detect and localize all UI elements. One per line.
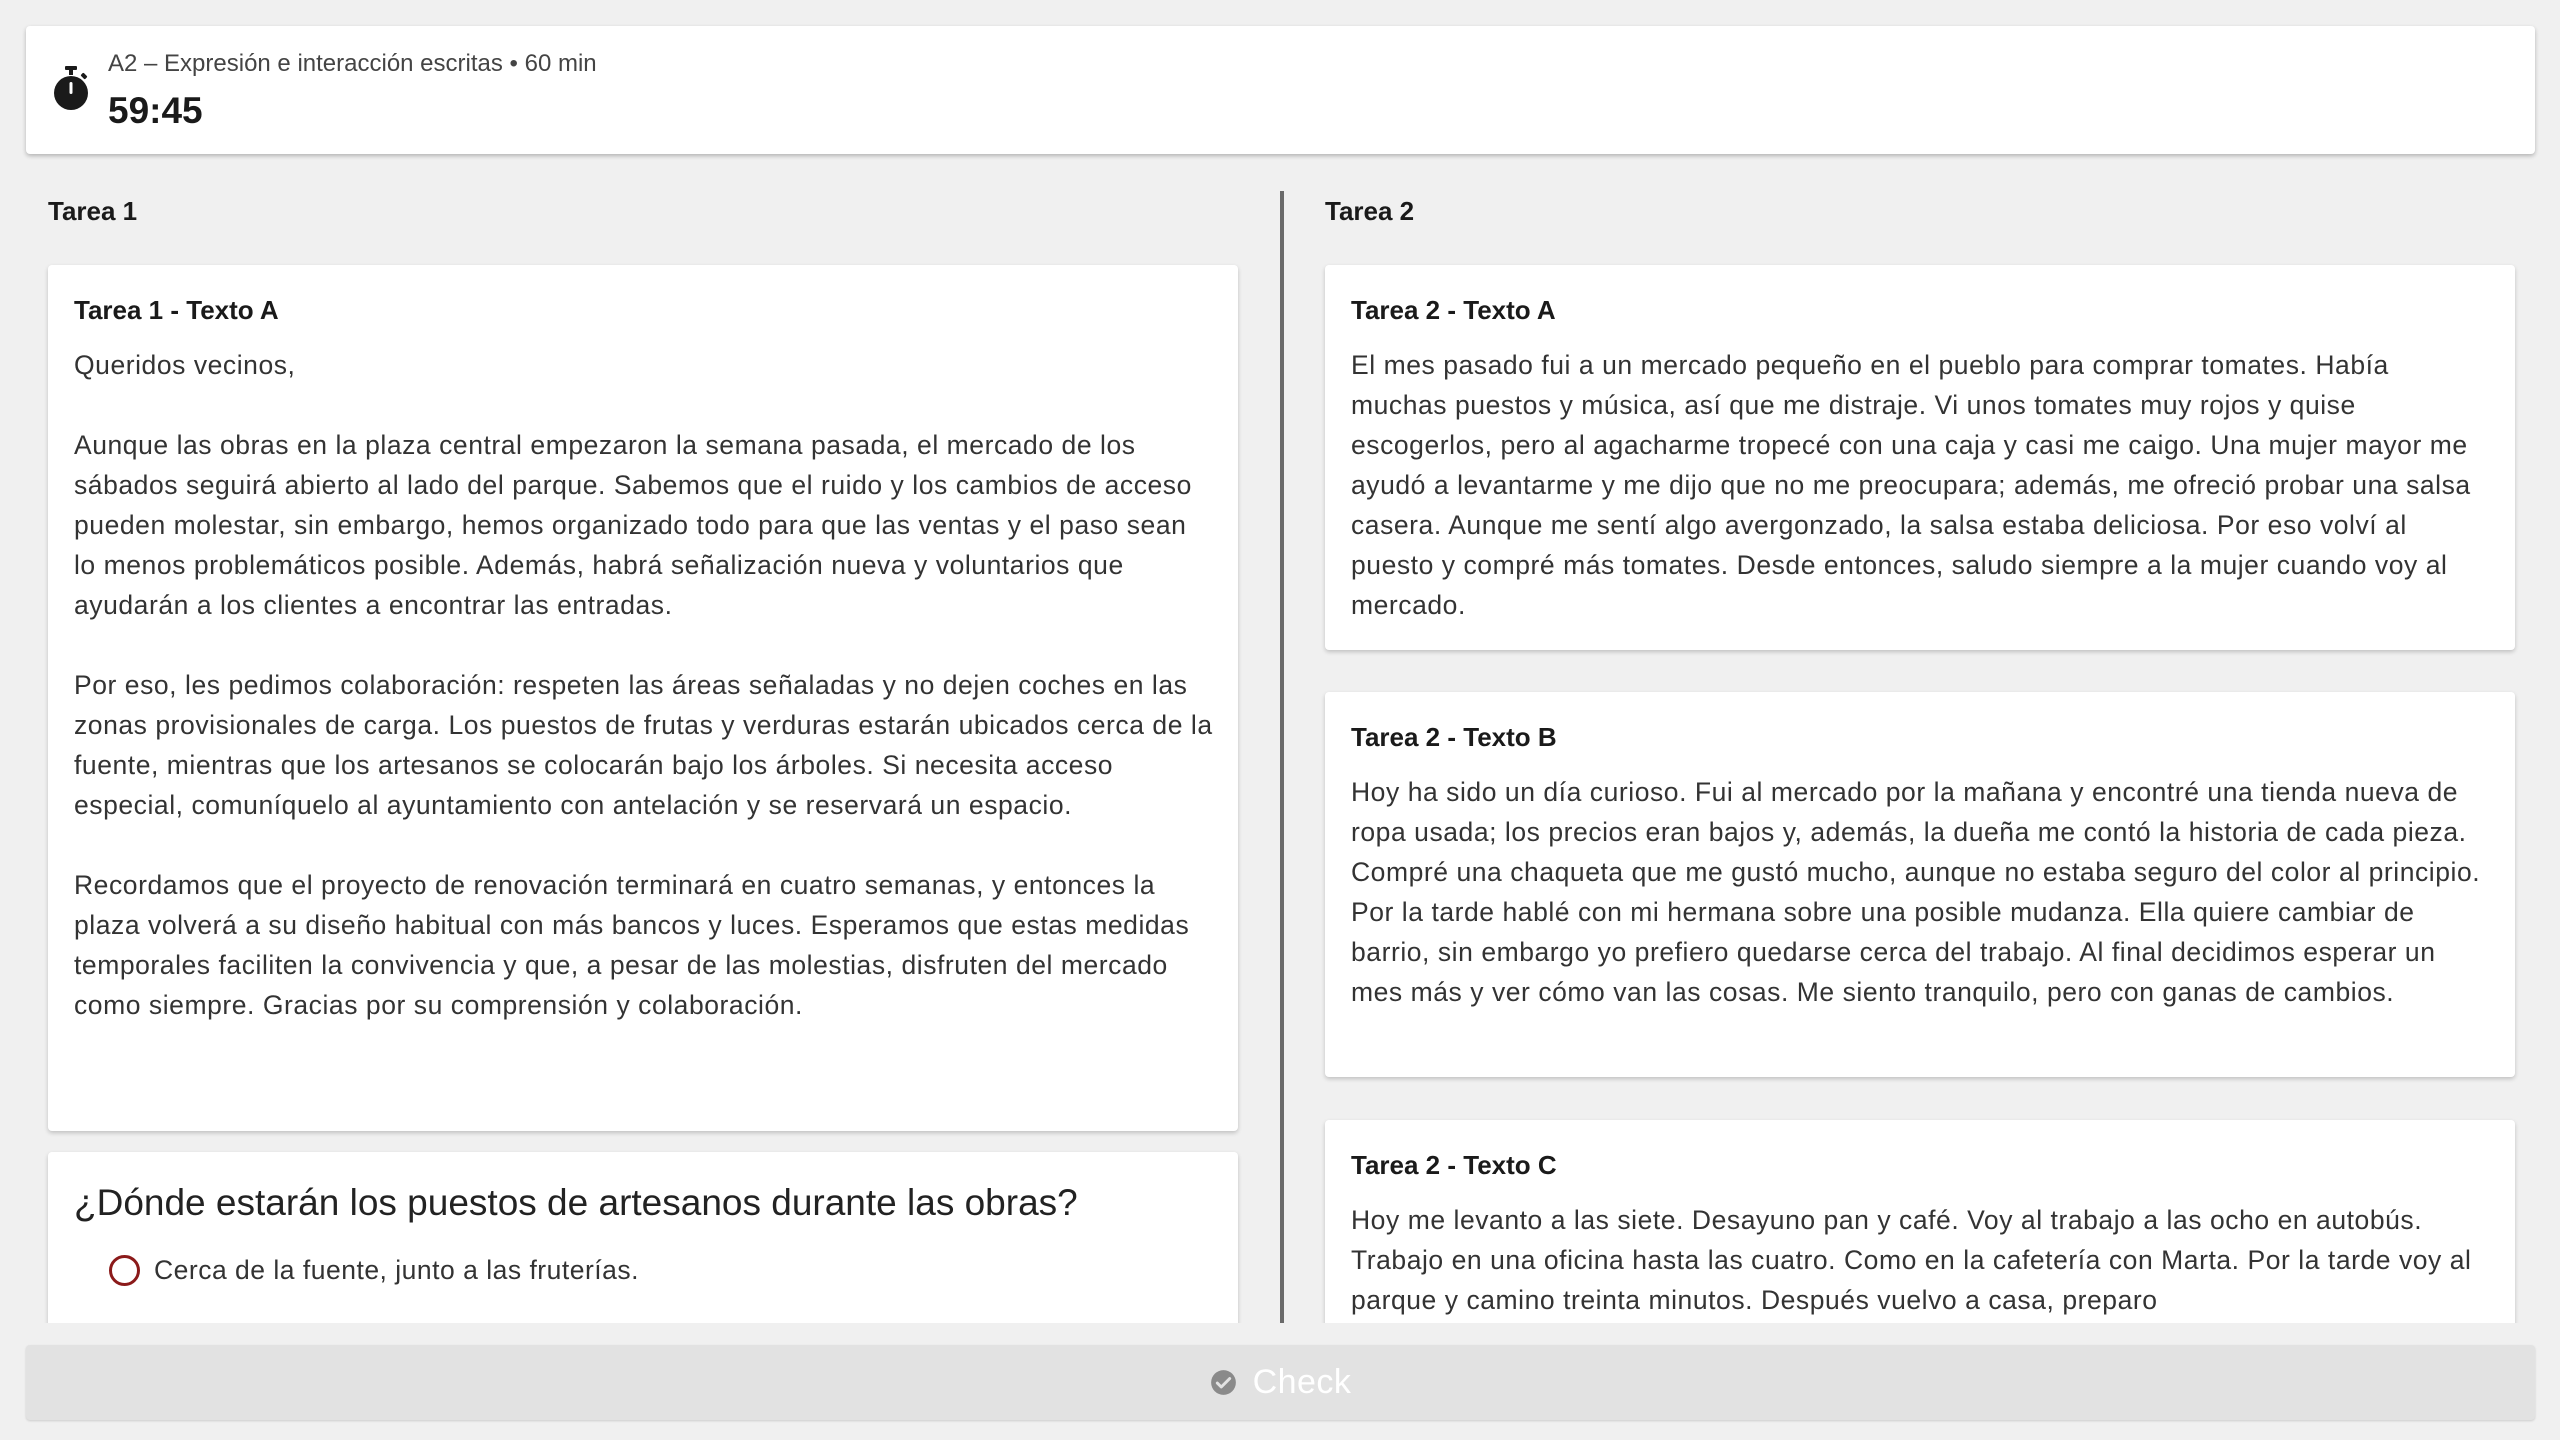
text-card-body [74, 345, 1214, 1025]
paragraph: Recordamos que el proyecto de renovación terminará en cuatro semanas, y entonces la plaza volverá a su diseño habitual con más bancos y luces. Esperamos que estas medidas temporales faciliten la convivencia y que, a pesar de las molestias, disfruten del mercado como siempre. Gracias por su comprensión y colaboración. [74, 870, 1190, 1020]
column-divider [1280, 191, 1284, 1326]
text-card-title: Tarea 2 - Texto A [1351, 295, 1556, 325]
check-button-label: Check [1252, 1363, 1352, 1401]
answer-option-label: Cerca de la fuente, junto a las fruterías. [154, 1254, 640, 1285]
question-text: ¿Dónde estarán los puestos de artesanos durante las obras? [74, 1182, 1078, 1223]
text-card-title: Tarea 2 - Texto C [1351, 1150, 1557, 1180]
text-card-body: El mes pasado fui a un mercado pequeño en el pueblo para comprar tomates. Había muchas puestos y música, así que me distraje. Vi unos tomates muy rojos y quise escogerlos, pero al agacharme tropecé con una caja y casi me caigo. Una mujer mayor me ayudó a levantarme y me dijo que no me preocupara; además, me ofreció probar una salsa casera. Aunque me sentí algo avergonzado, la salsa estaba deliciosa. Por eso volví al puesto y compré más tomates. Desde entonces, saludo siempre a la mujer cuando voy al mercado. [1351, 350, 2471, 620]
text-card-body: Hoy me levanto a las siete. Desayuno pan y café. Voy al trabajo a las ocho en autobús. Trabajo en una oficina hasta las cuatro. Como en la cafetería con Marta. Por la tarde voy al parque y camino treinta minutos. Después vuelvo a casa, preparo [1351, 1205, 2472, 1315]
check-circle-icon [1210, 1369, 1237, 1396]
text-card-tarea-2-a [1325, 265, 2515, 650]
check-button[interactable] [26, 1345, 2535, 1420]
radio-button[interactable] [109, 1255, 140, 1286]
paragraph: Queridos vecinos, [74, 350, 296, 380]
exam-header [26, 26, 2535, 154]
paragraph: Aunque las obras en la plaza central empezaron la semana pasada, el mercado de los sábados seguirá abierto al lado del parque. Sabemos que el ruido y los cambios de acceso pueden molestar, sin embargo, hemos organizado todo para que las ventas y el paso sean lo menos problemáticos posible. Además, habrá señalización nueva y voluntarios que ayudarán a los clientes a encontrar las entradas. [74, 430, 1192, 620]
column-title-tarea-1: Tarea 1 [48, 196, 138, 226]
text-card-tarea-2-b [1325, 692, 2515, 1077]
text-card-tarea-1-a [48, 265, 1238, 1131]
text-card-title: Tarea 2 - Texto B [1351, 722, 1557, 752]
text-card-title: Tarea 1 - Texto A [74, 295, 279, 325]
exam-subtitle: A2 – Expresión e interacción escritas • 60 min [108, 50, 597, 77]
answer-option[interactable] [48, 1250, 639, 1290]
stopwatch-icon [51, 66, 91, 112]
text-card-body: Hoy ha sido un día curioso. Fui al mercado por la mañana y encontré una tienda nueva de ropa usada; los precios eran bajos y, además, la dueña me contó la historia de cada pieza. Compré una chaqueta que me gustó mucho, aunque no estaba seguro del color al principio. Por la tarde hablé con mi hermana sobre una posible mudanza. Ella quiere cambiar de barrio, sin embargo yo prefiero quedarse cerca del trabajo. Al final decidimos esperar un mes más y ver cómo van las cosas. Me siento tranquilo, pero con ganas de cambios. [1351, 777, 2481, 1007]
column-title-tarea-2: Tarea 2 [1325, 196, 1415, 226]
question-card [48, 1152, 1238, 1352]
countdown-timer: 59:45 [108, 90, 203, 131]
paragraph: Por eso, les pedimos colaboración: respeten las áreas señaladas y no dejen coches en las zonas provisionales de carga. Los puestos de frutas y verduras estarán ubicados cerca de la fuente, mientras que los artesanos se colocarán bajo los árboles. Si necesita acceso especial, comuníquelo al ayuntamiento con antelación y se reservará un espacio. [74, 670, 1213, 820]
